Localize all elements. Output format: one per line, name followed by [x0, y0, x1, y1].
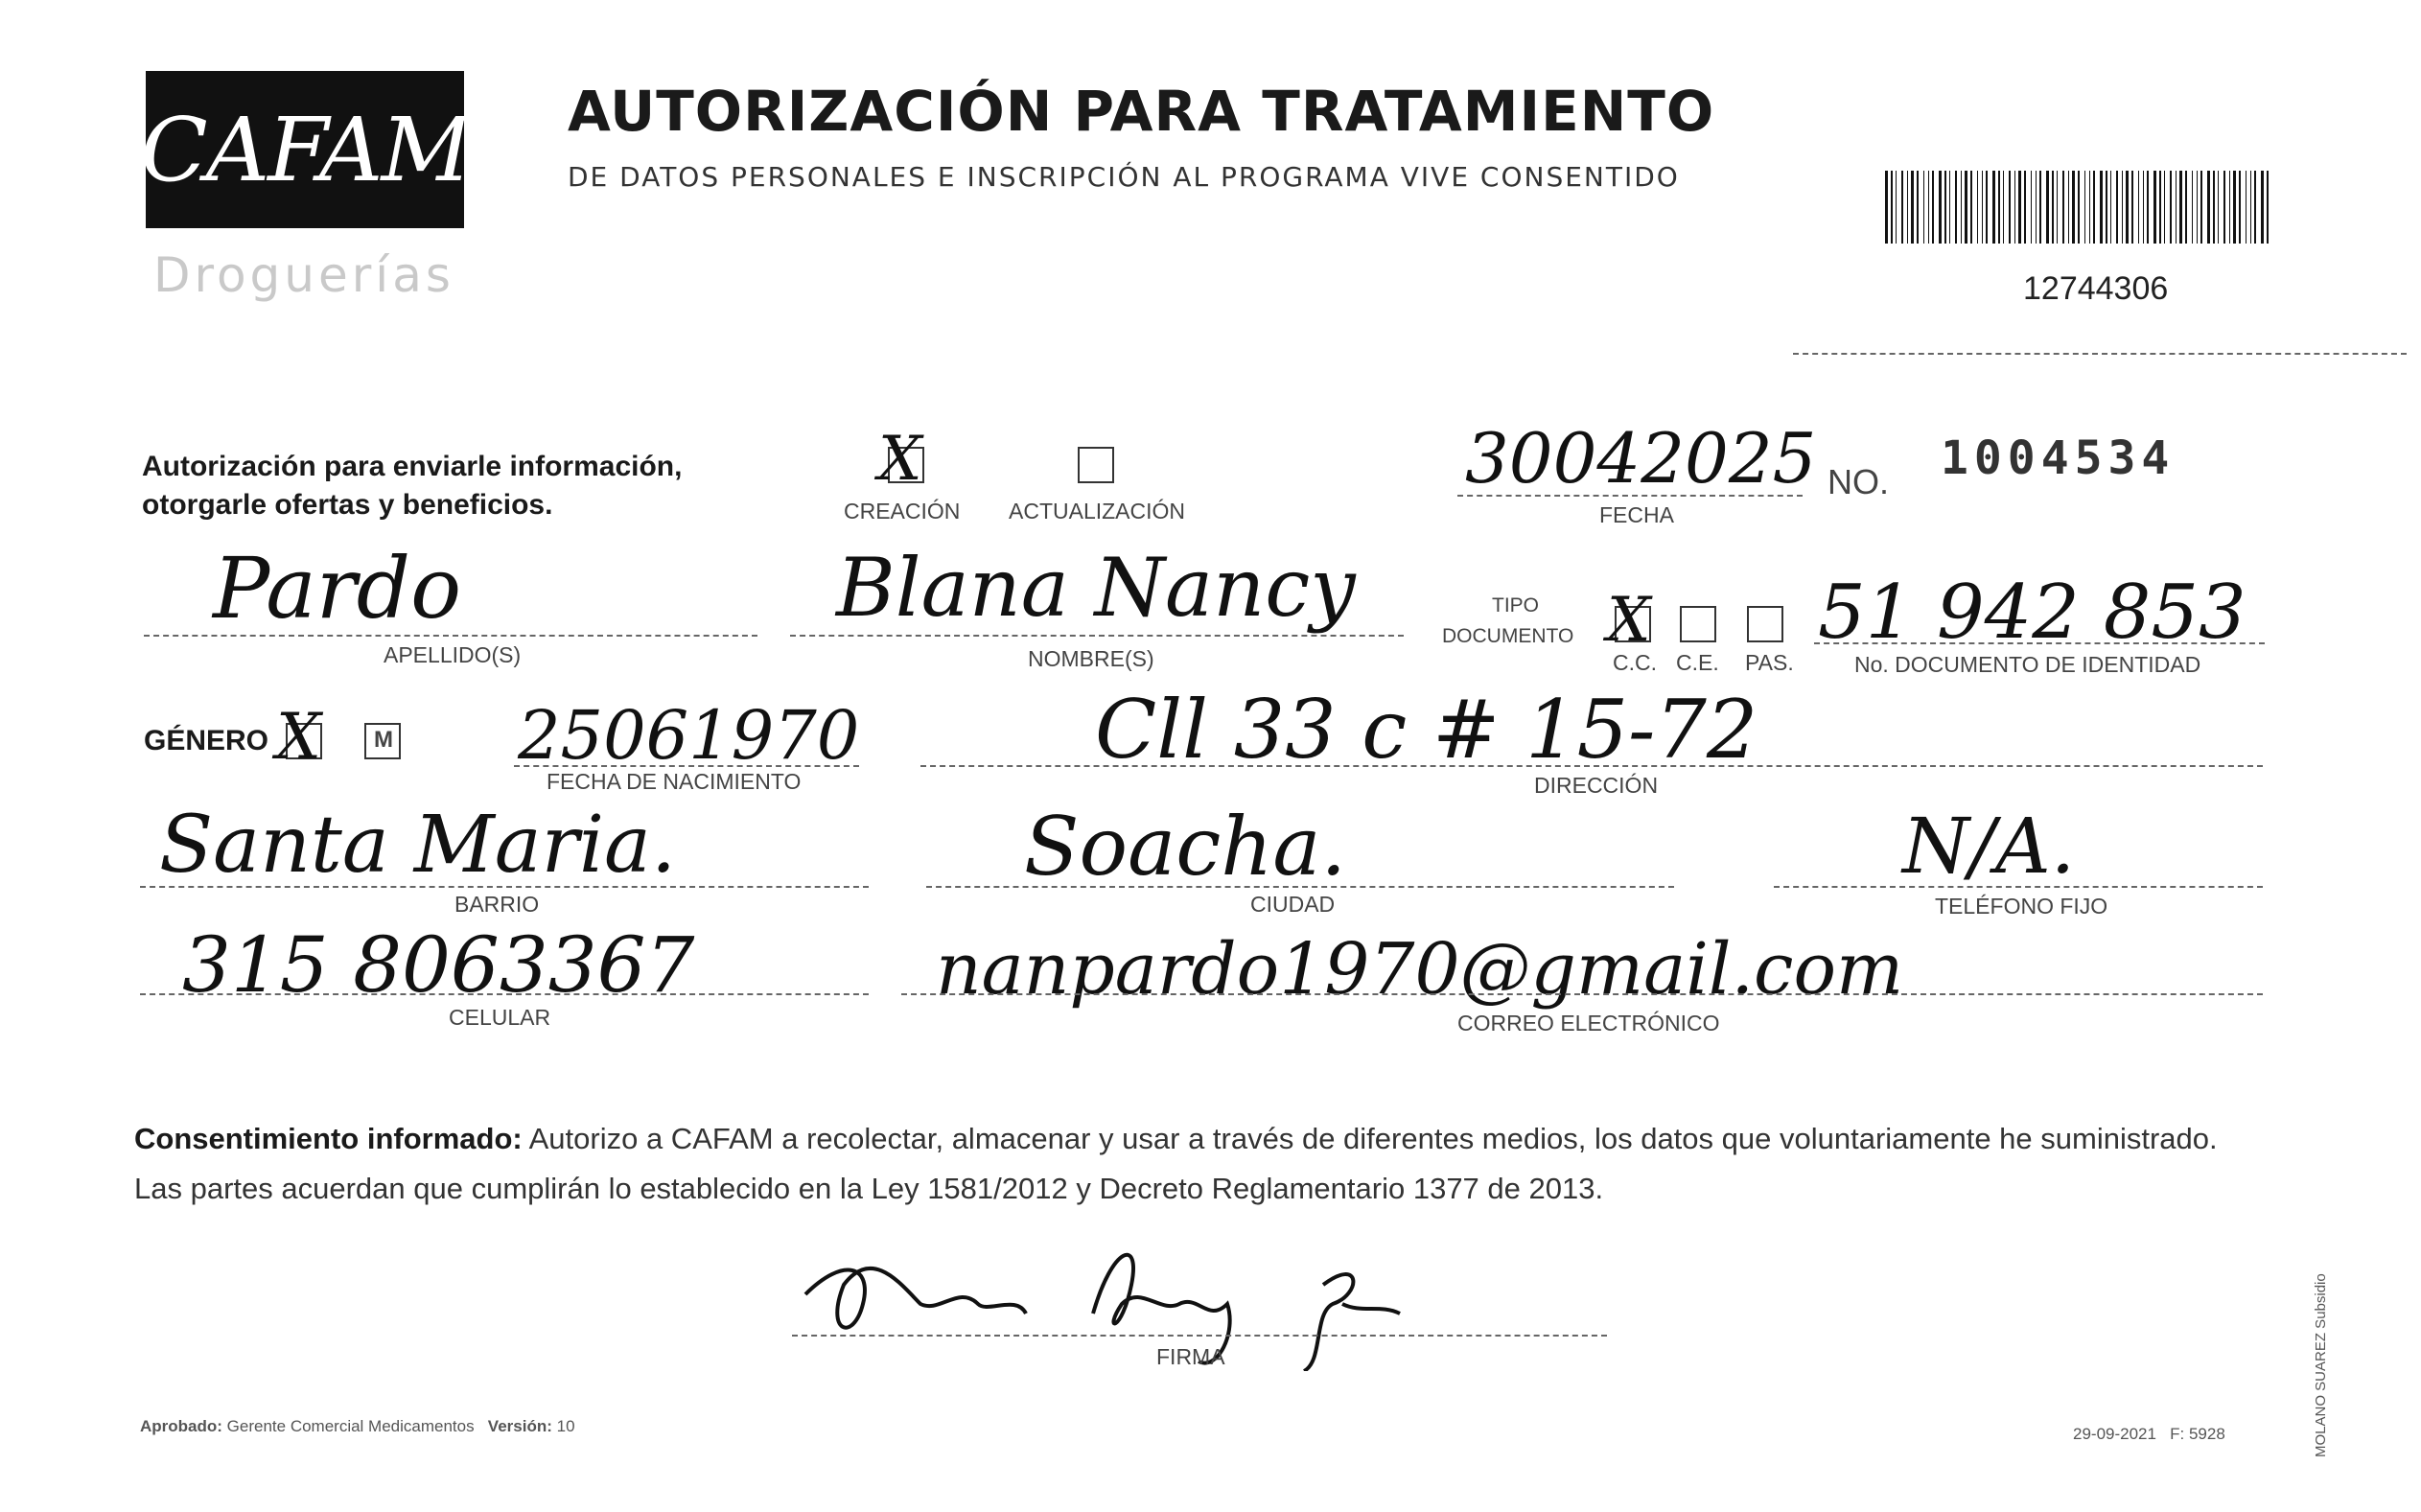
cafam-logo [140, 71, 470, 228]
barcode-bar [1955, 171, 1957, 244]
intro-line-1: Autorización para enviarle información, [142, 451, 683, 482]
barcode-bar [1923, 171, 1924, 244]
correo-label: CORREO ELECTRÓNICO [1457, 1011, 1720, 1035]
genero-label: GÉNERO [144, 725, 269, 756]
fecha-line [1457, 495, 1803, 497]
ce-label: C.E. [1676, 650, 1719, 675]
barcode-bar [1977, 171, 1978, 244]
aprobado-label: Aprobado: [140, 1417, 222, 1435]
pas-checkbox[interactable] [1747, 606, 1783, 642]
barcode-bar [1891, 171, 1893, 244]
consent-lead: Consentimiento informado: [134, 1122, 523, 1155]
direccion-value: Cll 33 c # 15-72 [1095, 683, 1758, 777]
barcode [1885, 171, 2269, 244]
barcode-bar [2031, 171, 2032, 244]
creacion-label: CREACIÓN [844, 499, 961, 523]
barcode-bar [2179, 171, 2182, 244]
barcode-bar [2197, 171, 2198, 244]
signature-drawing [786, 1227, 1457, 1371]
barcode-bar [2009, 171, 2011, 244]
creacion-mark: X [878, 424, 922, 495]
telefono-label: TELÉFONO FIJO [1935, 894, 2108, 919]
barcode-bar [1896, 171, 1897, 244]
actualizacion-checkbox[interactable] [1078, 447, 1114, 483]
barcode-bar [2192, 171, 2193, 244]
consent-paragraph [134, 1114, 2272, 1214]
barcode-bar [2223, 171, 2225, 244]
barcode-bar [2100, 171, 2103, 244]
vertical-side-text: MOLANO SUAREZ Subsidio [2313, 1273, 2329, 1457]
barcode-bar [2084, 171, 2085, 244]
direccion-label: DIRECCIÓN [1534, 773, 1659, 798]
celular-label: CELULAR [449, 1005, 551, 1030]
header-divider [1793, 353, 2407, 355]
celular-value: 315 8063367 [182, 920, 695, 1010]
form-subtitle: DE DATOS PERSONALES E INSCRIPCIÓN AL PROGRAMA VIVE CONSENTIDO [568, 161, 1680, 193]
genero-f-mark: X [276, 700, 321, 774]
barcode-bar [2116, 171, 2118, 244]
consent-text: Autorizo a CAFAM a recolectar, almacenar y usar a través de diferentes medios, los datos que voluntariamente he suministrado. Las partes acuerdan que cumplirán lo establecido en la Ley 1581/2012 y Decreto Reglamentario 1377 de 2013. [134, 1122, 2218, 1205]
tipo-label-1: TIPO [1492, 594, 1540, 616]
nacimiento-value: 25061970 [518, 696, 860, 775]
genero-m-label: M [374, 727, 393, 753]
barcode-bar [2143, 171, 2144, 244]
barcode-bar [2213, 171, 2215, 244]
nacimiento-label: FECHA DE NACIMIENTO [547, 769, 802, 794]
barcode-bar [2068, 171, 2069, 244]
barcode-bar [2218, 171, 2219, 244]
apellido-value: Pardo [213, 539, 462, 638]
barcode-bar [1907, 171, 1908, 244]
barcode-bar [2110, 171, 2111, 244]
barcode-bar [1965, 171, 1967, 244]
barcode-bar [1917, 171, 1919, 244]
logo-text: CAFAM [140, 98, 470, 201]
telefono-line [1774, 886, 2263, 888]
barcode-bar [2014, 171, 2015, 244]
barcode-bar [1885, 171, 1888, 244]
barcode-bar [2036, 171, 2037, 244]
logo-subtitle: Droguerías [153, 247, 454, 303]
date-code: 29-09-2021 [2073, 1425, 2156, 1443]
barcode-bar [2233, 171, 2236, 244]
barcode-bar [2261, 171, 2264, 244]
barcode-bar [2153, 171, 2156, 244]
barcode-bar [2003, 171, 2004, 244]
form-code: F: 5928 [2170, 1425, 2225, 1443]
barcode-bar [2185, 171, 2187, 244]
barcode-bar [2039, 171, 2041, 244]
ce-checkbox[interactable] [1680, 606, 1716, 642]
barcode-bar [1901, 171, 1903, 244]
cc-mark: X [1607, 585, 1651, 656]
barcode-bar [2106, 171, 2107, 244]
barcode-bar [2176, 171, 2177, 244]
barcode-bar [1911, 171, 1914, 244]
tipo-label-2: DOCUMENTO [1442, 625, 1574, 647]
apellido-label: APELLIDO(S) [384, 642, 522, 667]
form-title: AUTORIZACIÓN PARA TRATAMIENTO [568, 79, 1715, 144]
barcode-bar [1939, 171, 1942, 244]
barcode-bar [2254, 171, 2256, 244]
barcode-bar [1949, 171, 1950, 244]
barcode-bar [1944, 171, 1946, 244]
version-label: Versión: [487, 1417, 552, 1435]
fecha-label: FECHA [1599, 502, 1674, 527]
barcode-bar [1992, 171, 1995, 244]
nombre-label: NOMBRE(S) [1028, 646, 1154, 671]
barcode-bar [2126, 171, 2129, 244]
documento-label: No. DOCUMENTO DE IDENTIDAD [1854, 652, 2201, 677]
barcode-bar [2138, 171, 2139, 244]
form-number: 1004534 [1941, 431, 2176, 485]
barcode-bar [2052, 171, 2054, 244]
barcode-bar [2078, 171, 2080, 244]
nacimiento-line [514, 765, 859, 767]
barcode-bar [1986, 171, 1988, 244]
celular-line [140, 993, 869, 995]
barcode-bar [1932, 171, 1934, 244]
barcode-bar [2122, 171, 2123, 244]
fecha-value: 30042025 [1465, 418, 1817, 499]
barcode-bar [1928, 171, 1929, 244]
footer-approval [140, 1417, 575, 1436]
barcode-bar [2207, 171, 2210, 244]
barcode-bar [1961, 171, 1962, 244]
version-value: 10 [556, 1417, 575, 1435]
barcode-bar [2164, 171, 2165, 244]
barcode-bar [2057, 171, 2058, 244]
signature-line [792, 1335, 1607, 1337]
barcode-bar [2147, 171, 2149, 244]
telefono-value: N/A. [1902, 802, 2076, 891]
barcode-bar [2089, 171, 2090, 244]
barcode-bar [2046, 171, 2049, 244]
pas-label: PAS. [1745, 650, 1794, 675]
barcode-bar [1998, 171, 2000, 244]
barcode-bar [2170, 171, 2172, 244]
barcode-bar [1970, 171, 1972, 244]
barcode-bar [2229, 171, 2230, 244]
barcode-bar [1982, 171, 1983, 244]
correo-line [901, 993, 2263, 995]
documento-line [1814, 642, 2265, 644]
cc-label: C.C. [1613, 650, 1657, 675]
intro-line-2: otorgarle ofertas y beneficios. [142, 489, 553, 521]
barcode-bar [2093, 171, 2095, 244]
no-label: NO. [1827, 462, 1890, 501]
barrio-label: BARRIO [454, 892, 540, 917]
barcode-bar [2250, 171, 2251, 244]
nombre-line [790, 635, 1404, 637]
barcode-bar [2131, 171, 2133, 244]
aprobado-value: Gerente Comercial Medicamentos [226, 1417, 475, 1435]
barcode-bar [2018, 171, 2021, 244]
ciudad-line [926, 886, 1674, 888]
barcode-bar [2062, 171, 2064, 244]
barcode-bar [2200, 171, 2202, 244]
barcode-number: 12744306 [2023, 270, 2169, 307]
documento-value: 51 942 853 [1818, 570, 2246, 656]
barcode-bar [2024, 171, 2026, 244]
barcode-bar [2072, 171, 2075, 244]
barrio-line [140, 886, 869, 888]
barcode-bar [2267, 171, 2269, 244]
footer-codes [2073, 1425, 2225, 1444]
ciudad-value: Soacha. [1024, 800, 1347, 894]
signature-label: FIRMA [1156, 1344, 1225, 1369]
barcode-bar [2239, 171, 2241, 244]
direccion-line [920, 765, 2263, 767]
barcode-bar [2159, 171, 2161, 244]
correo-value: nanpardo1970@gmail.com [936, 928, 1904, 1011]
nombre-value: Blana Nancy [836, 541, 1356, 635]
apellido-line [144, 635, 757, 637]
actualizacion-label: ACTUALIZACIÓN [1009, 499, 1186, 523]
ciudad-label: CIUDAD [1250, 892, 1336, 917]
barrio-value: Santa Maria. [159, 800, 677, 891]
